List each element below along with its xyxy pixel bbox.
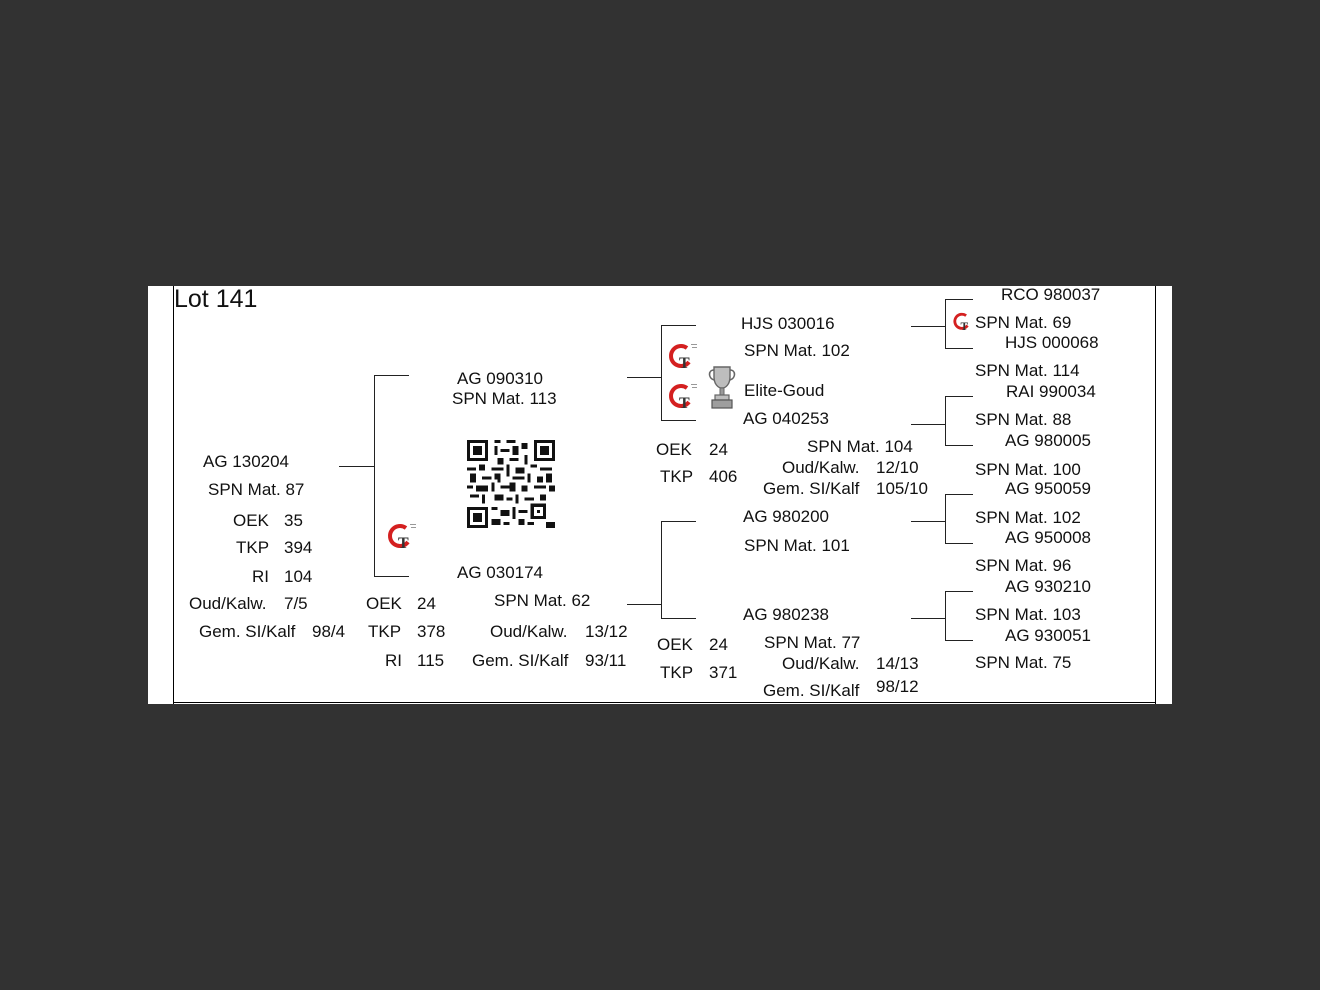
connector-g3-c [911, 521, 945, 522]
g3-7-spn: SPN Mat. 75 [975, 653, 1072, 672]
sire-dam-oudkalw-label: Oud/Kalw. [782, 458, 860, 477]
dam-id: AG 030174 [457, 563, 544, 582]
sire-oek-label: OEK [366, 594, 402, 613]
g3-1-id: HJS 000068 [1005, 333, 1099, 352]
connector-gen1-vertical [374, 375, 375, 577]
sire-tkp-label: TKP [368, 622, 402, 641]
sire-dam-id: AG 040253 [743, 409, 830, 428]
dam-dam-gemsi-value: 98/12 [876, 677, 919, 696]
gt-logo-icon [386, 520, 420, 554]
connector-sire-vertical [661, 325, 662, 421]
connector-dam-vertical [661, 521, 662, 619]
sire-dam-gemsi-label: Gem. SI/Kalf [763, 479, 860, 498]
dam-dam-id: AG 980238 [743, 605, 830, 624]
animal-id: AG 130204 [203, 452, 290, 471]
g3-0-spn: SPN Mat. 69 [975, 313, 1072, 332]
sire-dam-oudkalw-value: 12/10 [876, 458, 919, 477]
sire-tkp-value: 378 [417, 622, 446, 641]
svg-text:T: T [679, 355, 690, 372]
dam-sire-oek-value: 24 [709, 635, 728, 654]
dam-sire-id: AG 980200 [743, 507, 830, 526]
sire-sire-spn: SPN Mat. 102 [744, 341, 850, 360]
svg-text:T: T [398, 535, 409, 552]
connector-g3-b [911, 424, 945, 425]
connector-dam-sire [661, 521, 696, 522]
lot-title: Lot 141 [174, 286, 258, 313]
connector-g3-d-vertical [945, 591, 946, 641]
qr-code-icon [466, 440, 556, 528]
sire-sire-tkp-value: 406 [709, 467, 738, 486]
animal-tkp-value: 394 [284, 538, 313, 557]
sire-dam-gemsi-value: 105/10 [876, 479, 928, 498]
sire-oek-value: 24 [417, 594, 436, 613]
connector-sire-dam [661, 420, 696, 421]
g3-4-spn: SPN Mat. 102 [975, 508, 1081, 527]
connector-g3-b1 [945, 396, 973, 397]
g3-2-spn: SPN Mat. 88 [975, 410, 1072, 429]
dam-oudkalw-label: Oud/Kalw. [490, 622, 568, 641]
dam-oudkalw-value: 13/12 [585, 622, 628, 641]
connector-g3-c-vertical [945, 494, 946, 544]
right-border [1155, 286, 1156, 704]
dam-dam-oudkalw-label: Oud/Kalw. [782, 654, 860, 673]
connector-g3-c2 [945, 543, 973, 544]
sire-id: AG 090310 [457, 369, 544, 388]
connector-g3-d [911, 618, 945, 619]
dam-spn: SPN Mat. 62 [494, 591, 591, 610]
connector-sire-out [627, 377, 661, 378]
connector-dam-out [627, 604, 661, 605]
g3-6-spn: SPN Mat. 103 [975, 605, 1081, 624]
animal-oudkalw-value: 7/5 [284, 594, 308, 613]
animal-gemsi-value: 98/4 [312, 622, 346, 641]
connector-g3-b-vertical [945, 396, 946, 446]
dam-dam-gemsi-label: Gem. SI/Kalf [763, 681, 860, 700]
left-border [173, 286, 174, 704]
gt-logo-icon [667, 380, 701, 414]
pedigree-document [148, 286, 1172, 704]
connector-g3-d1 [945, 591, 973, 592]
connector-g3-a [911, 326, 945, 327]
animal-spn: SPN Mat. 87 [208, 480, 305, 499]
sire-sire-id: HJS 030016 [741, 314, 835, 333]
g3-5-id: AG 950008 [1005, 528, 1092, 547]
sire-ri-value: 115 [417, 651, 445, 670]
g3-3-spn: SPN Mat. 100 [975, 460, 1081, 479]
connector-sire-sire [661, 325, 696, 326]
sire-spn: SPN Mat. 113 [452, 389, 557, 408]
gt-logo-icon [667, 340, 701, 374]
connector-g3-a2 [945, 348, 973, 349]
animal-oudkalw-label: Oud/Kalw. [189, 594, 267, 613]
bottom-border [173, 702, 1156, 703]
connector-g3-d2 [945, 640, 973, 641]
sire-dam-spn: SPN Mat. 104 [807, 437, 913, 456]
connector-animal [339, 466, 374, 467]
dam-dam-oudkalw-value: 14/13 [876, 654, 919, 673]
g3-1-spn: SPN Mat. 114 [975, 361, 1080, 380]
trophy-icon [707, 365, 737, 411]
dam-sire-tkp-label: TKP [660, 663, 694, 682]
animal-ri-label: RI [252, 567, 269, 586]
g3-7-id: AG 930051 [1005, 626, 1092, 645]
connector-g3-a-vertical [945, 299, 946, 349]
g3-6-id: AG 930210 [1005, 577, 1092, 596]
g3-4-id: AG 950059 [1005, 479, 1092, 498]
animal-tkp-label: TKP [236, 538, 270, 557]
sire-sire-oek-label: OEK [656, 440, 692, 459]
svg-text:T: T [960, 320, 969, 333]
dam-gemsi-label: Gem. SI/Kalf [472, 651, 569, 670]
g3-0-id: RCO 980037 [1001, 286, 1101, 304]
dam-sire-tkp-value: 371 [709, 663, 738, 682]
sire-ri-label: RI [385, 651, 402, 670]
connector-g3-a1 [945, 299, 973, 300]
connector-g3-b2 [945, 445, 973, 446]
sire-dam-award: Elite-Goud [744, 381, 825, 400]
dam-dam-spn: SPN Mat. 77 [764, 633, 861, 652]
connector-dam-dam [661, 618, 696, 619]
sire-sire-oek-value: 24 [709, 440, 728, 459]
animal-gemsi-label: Gem. SI/Kalf [199, 622, 296, 641]
animal-ri-value: 104 [284, 567, 313, 586]
g3-2-id: RAI 990034 [1006, 382, 1096, 401]
connector-sire [374, 375, 409, 376]
dam-sire-oek-label: OEK [657, 635, 693, 654]
dam-gemsi-value: 93/11 [585, 651, 627, 670]
dam-sire-spn: SPN Mat. 101 [744, 536, 850, 555]
animal-oek-label: OEK [233, 511, 269, 530]
g3-5-spn: SPN Mat. 96 [975, 556, 1072, 575]
sire-sire-tkp-label: TKP [660, 467, 694, 486]
svg-text:T: T [679, 395, 690, 412]
animal-oek-value: 35 [284, 511, 303, 530]
connector-g3-c1 [945, 494, 973, 495]
g3-3-id: AG 980005 [1005, 431, 1092, 450]
gt-logo-icon [952, 310, 976, 334]
connector-dam [374, 576, 409, 577]
